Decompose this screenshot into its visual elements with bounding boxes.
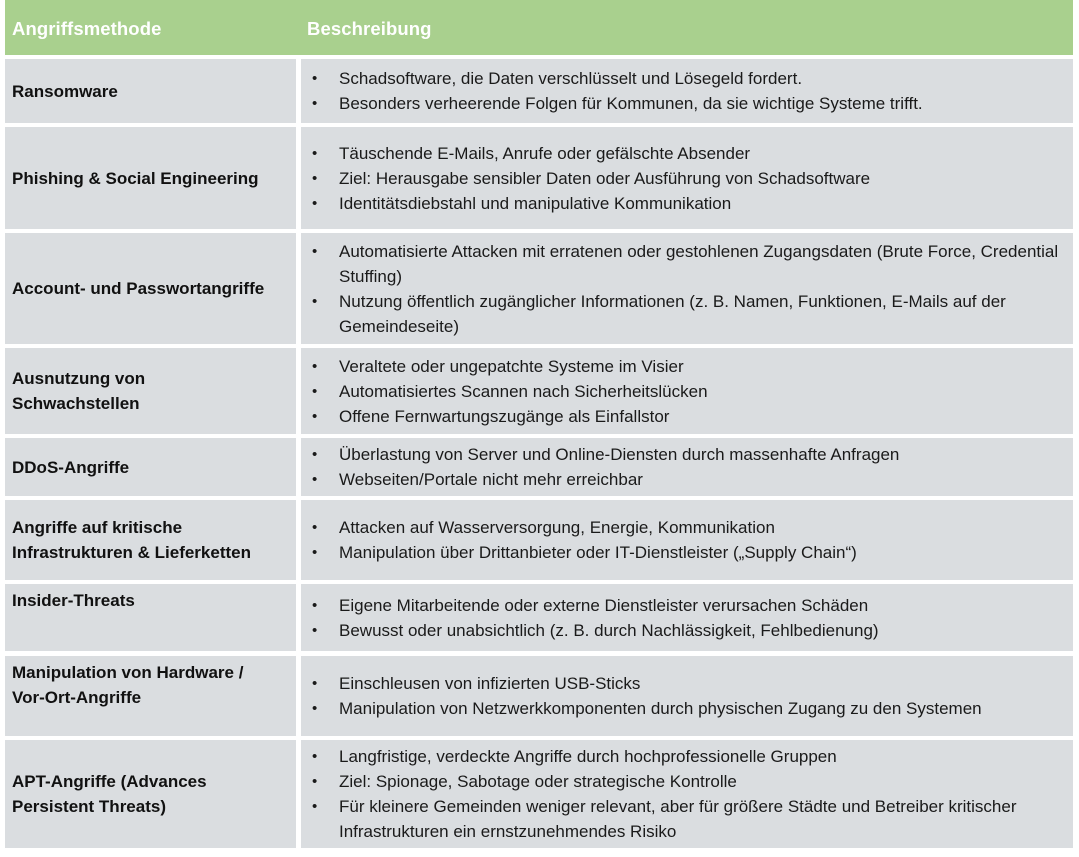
bullet-item: • Schadsoftware, die Daten verschlüsselt und Lösegeld fordert. bbox=[309, 66, 1073, 91]
bullet-list bbox=[309, 66, 1073, 116]
bullet-item: • Automatisierte Attacken mit erratenen oder gestohlenen Zugangsdaten (Brute Force, Credential Stuffing) bbox=[309, 239, 1073, 289]
header-description: Beschreibung bbox=[307, 18, 432, 39]
method-label: Ausnutzung von Schwachstellen bbox=[12, 369, 146, 413]
description-cell bbox=[301, 59, 1073, 123]
bullet-item: • Bewusst oder unabsichtlich (z. B. durch Nachlässigkeit, Fehlbedienung) bbox=[309, 618, 1073, 643]
description-cell bbox=[301, 656, 1073, 736]
bullet-item: • Identitätsdiebstahl und manipulative Kommunikation bbox=[309, 191, 1073, 216]
bullet-item: • Webseiten/Portale nicht mehr erreichbar bbox=[309, 467, 1073, 492]
bullet-item: • Täuschende E-Mails, Anrufe oder gefälschte Absender bbox=[309, 141, 1073, 166]
bullet-item: • Nutzung öffentlich zugänglicher Informationen (z. B. Namen, Funktionen, E-Mails auf der Gemeindeseite) bbox=[309, 289, 1073, 339]
method-label: Phishing & Social Engineering bbox=[12, 168, 259, 188]
bullet-item: • Offene Fernwartungszugänge als Einfallstor bbox=[309, 404, 1073, 429]
description-cell bbox=[301, 233, 1073, 344]
bullet-item: • Ziel: Herausgabe sensibler Daten oder Ausführung von Schadsoftware bbox=[309, 166, 1073, 191]
bullet-list bbox=[309, 239, 1073, 339]
description-cell bbox=[301, 740, 1073, 848]
bullet-item: • Attacken auf Wasserversorgung, Energie, Kommunikation bbox=[309, 515, 1073, 540]
bullet-list bbox=[309, 515, 1073, 565]
bullet-list bbox=[309, 744, 1073, 844]
bullet-item: • Für kleinere Gemeinden weniger relevant, aber für größere Städte und Betreiber kritischer Infrastrukturen ein ernstzunehmendes Risiko bbox=[309, 794, 1073, 844]
bullet-item: • Eigene Mitarbeitende oder externe Dienstleister verursachen Schäden bbox=[309, 593, 1073, 618]
description-cell bbox=[301, 438, 1073, 496]
table-row-account-attacks bbox=[5, 233, 1073, 344]
method-cell bbox=[5, 500, 296, 580]
method-cell bbox=[5, 656, 296, 736]
bullet-item: • Manipulation über Drittanbieter oder IT-Dienstleister („Supply Chain“) bbox=[309, 540, 1073, 565]
bullet-item: • Einschleusen von infizierten USB-Sticks bbox=[309, 671, 1073, 696]
method-label: Insider-Threats bbox=[12, 591, 135, 610]
description-cell bbox=[301, 348, 1073, 434]
description-cell bbox=[301, 500, 1073, 580]
bullet-item: • Ziel: Spionage, Sabotage oder strategische Kontrolle bbox=[309, 769, 1073, 794]
method-cell bbox=[5, 233, 296, 344]
method-label: APT-Angriffe (Advances Persistent Threats) bbox=[12, 772, 207, 816]
table-header bbox=[5, 0, 1073, 55]
method-cell bbox=[5, 740, 296, 848]
bullet-item: • Automatisiertes Scannen nach Sicherheitslücken bbox=[309, 379, 1073, 404]
bullet-list bbox=[309, 671, 1073, 721]
bullet-item: • Überlastung von Server und Online-Diensten durch massenhafte Anfragen bbox=[309, 442, 1073, 467]
table-row-critical-infrastructure bbox=[5, 500, 1073, 580]
table-row-apt bbox=[5, 740, 1073, 848]
table-row-phishing bbox=[5, 127, 1073, 229]
method-label: Manipulation von Hardware / Vor-Ort-Angriffe bbox=[12, 663, 244, 707]
table-row-ransomware bbox=[5, 59, 1073, 123]
header-method: Angriffsmethode bbox=[12, 18, 162, 39]
method-cell bbox=[5, 59, 296, 123]
method-cell bbox=[5, 584, 296, 651]
table-row-insider-threats bbox=[5, 584, 1073, 651]
description-cell bbox=[301, 584, 1073, 651]
bullet-item: • Langfristige, verdeckte Angriffe durch hochprofessionelle Gruppen bbox=[309, 744, 1073, 769]
bullet-item: • Veraltete oder ungepatchte Systeme im Visier bbox=[309, 354, 1073, 379]
method-label: Angriffe auf kritische Infrastrukturen & Lieferketten bbox=[12, 518, 251, 562]
method-label: Account- und Passwortangriffe bbox=[12, 279, 265, 298]
bullet-item: • Manipulation von Netzwerkkomponenten durch physischen Zugang zu den Systemen bbox=[309, 696, 1073, 721]
method-label: DDoS-Angriffe bbox=[12, 457, 130, 477]
method-cell bbox=[5, 127, 296, 229]
method-cell bbox=[5, 348, 296, 434]
description-cell bbox=[301, 127, 1073, 229]
method-label: Ransomware bbox=[12, 81, 118, 101]
method-cell bbox=[5, 438, 296, 496]
table-row-hardware-manipulation bbox=[5, 656, 1073, 736]
bullet-list bbox=[309, 354, 1073, 429]
table-row-ddos bbox=[5, 438, 1073, 496]
table-row-vulnerabilities bbox=[5, 348, 1073, 434]
bullet-item: • Besonders verheerende Folgen für Kommunen, da sie wichtige Systeme trifft. bbox=[309, 91, 1073, 116]
bullet-list bbox=[309, 442, 1073, 492]
bullet-list bbox=[309, 593, 1073, 643]
bullet-list bbox=[309, 141, 1073, 216]
